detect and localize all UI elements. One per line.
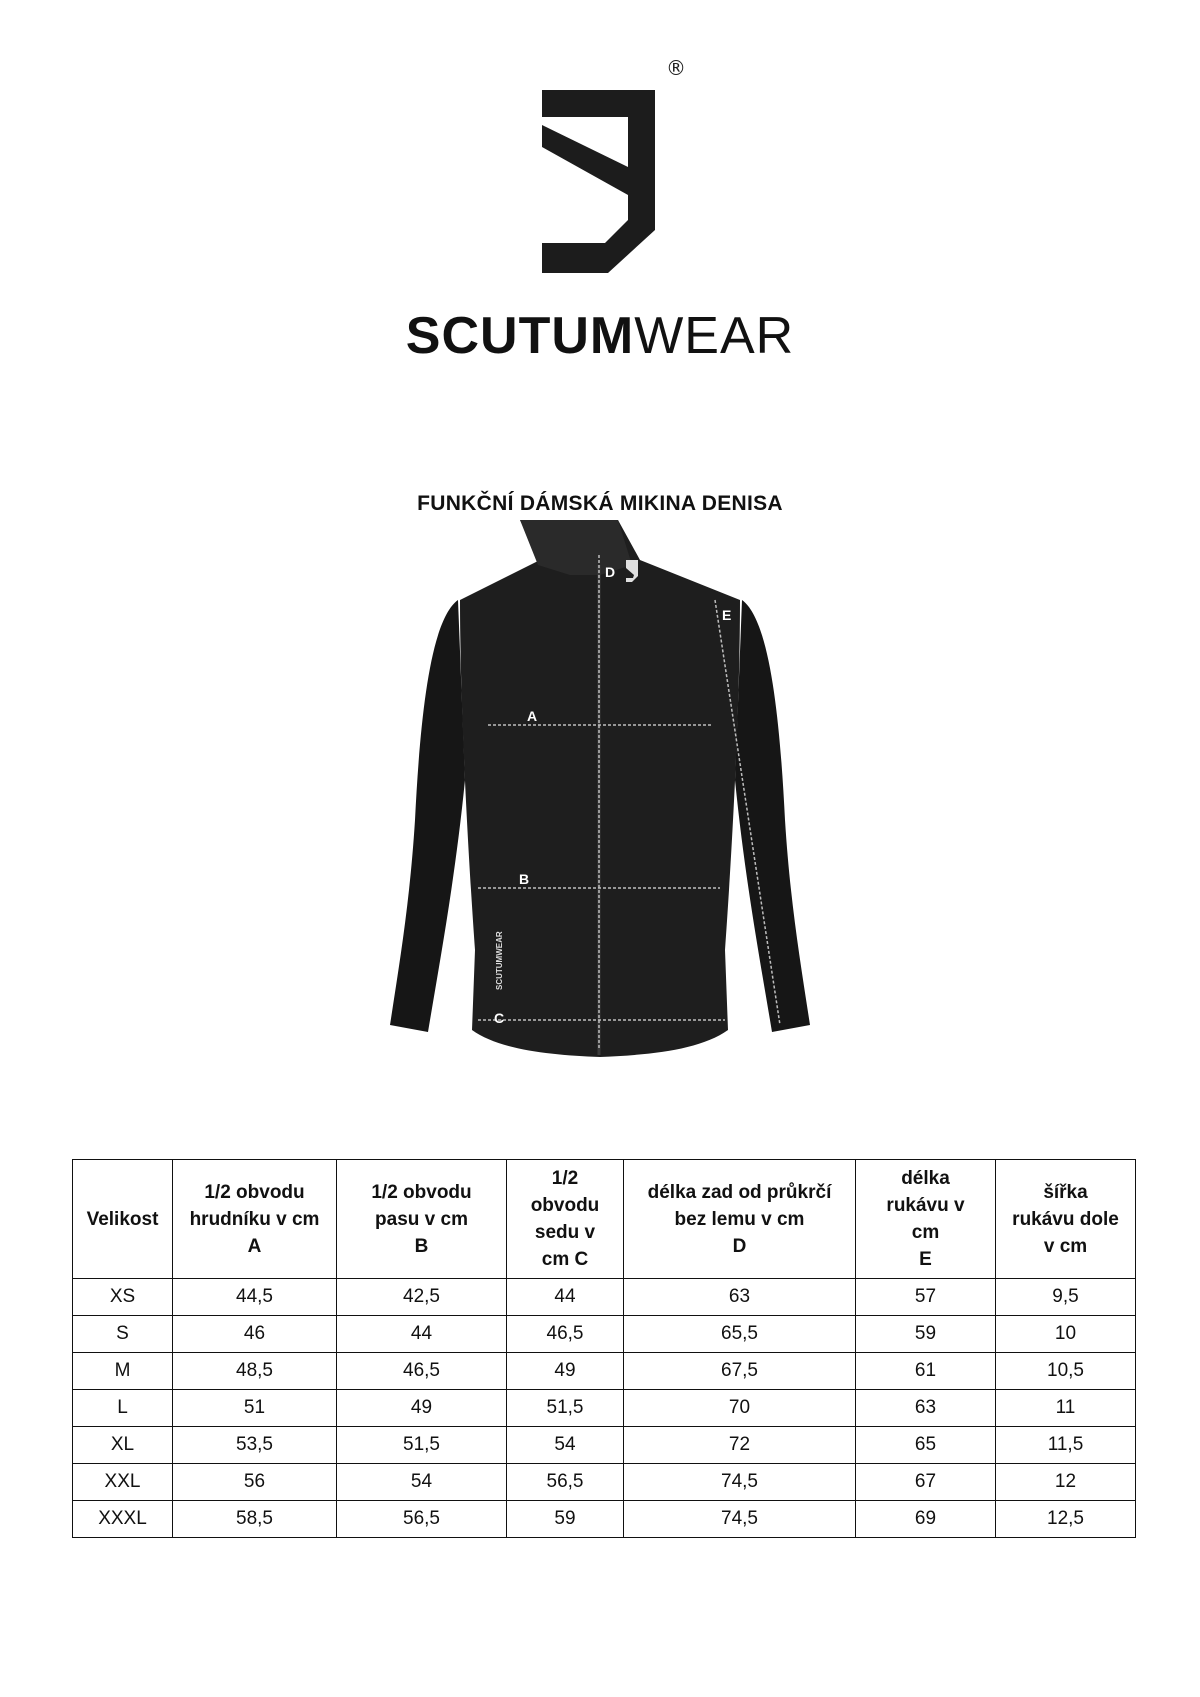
header-hips: 1/2 obvodu sedu v cm C [507,1160,624,1279]
table-cell: XL [73,1427,173,1464]
table-cell: 74,5 [624,1501,856,1538]
table-cell: 49 [337,1390,507,1427]
table-cell: 49 [507,1353,624,1390]
table-cell: 67,5 [624,1353,856,1390]
table-cell: 58,5 [173,1501,337,1538]
brand-name-bold: SCUTUM [405,307,635,365]
table-row [73,1501,1136,1538]
table-cell: 54 [337,1464,507,1501]
size-table [72,1159,1136,1538]
table-cell: XXXL [73,1501,173,1538]
table-cell: 59 [507,1501,624,1538]
table-cell: XXL [73,1464,173,1501]
table-cell: 67 [856,1464,996,1501]
table-cell: 44 [337,1316,507,1353]
table-row [73,1390,1136,1427]
table-cell: 53,5 [173,1427,337,1464]
table-row [73,1279,1136,1316]
table-cell: 9,5 [996,1279,1136,1316]
table-cell: 57 [856,1279,996,1316]
table-cell: L [73,1390,173,1427]
table-cell: 51,5 [507,1390,624,1427]
table-row [73,1353,1136,1390]
table-cell: 74,5 [624,1464,856,1501]
label-c: C [494,1010,505,1026]
table-cell: 69 [856,1501,996,1538]
label-d: D [605,564,616,580]
side-logo-text: SCUTUMWEAR [495,931,504,990]
table-header-row [73,1160,1136,1279]
table-row [73,1316,1136,1353]
left-sleeve [390,600,465,1032]
table-cell: 51,5 [337,1427,507,1464]
label-e: E [722,607,732,623]
table-cell: 11,5 [996,1427,1136,1464]
table-cell: 12,5 [996,1501,1136,1538]
header-size: Velikost [73,1160,173,1279]
header-chest: 1/2 obvodu hrudníku v cm A [173,1160,337,1279]
header-sleeve-width: šířka rukávu dole v cm [996,1160,1136,1279]
table-cell: 61 [856,1353,996,1390]
table-cell: M [73,1353,173,1390]
table-cell: 46,5 [507,1316,624,1353]
label-b: B [519,871,530,887]
table-cell: 46,5 [337,1353,507,1390]
table-cell: 44 [507,1279,624,1316]
header-waist: 1/2 obvodu pasu v cm B [337,1160,507,1279]
table-cell: 56 [173,1464,337,1501]
table-cell: 44,5 [173,1279,337,1316]
table-cell: 10,5 [996,1353,1136,1390]
table-cell: 12 [996,1464,1136,1501]
table-cell: XS [73,1279,173,1316]
brand-logo-mark [520,55,686,275]
table-cell: 56,5 [507,1464,624,1501]
table-cell: 54 [507,1427,624,1464]
table-cell: 63 [856,1390,996,1427]
table-cell: 11 [996,1390,1136,1427]
table-cell: 63 [624,1279,856,1316]
brand-name-light: WEAR [634,307,795,365]
table-cell: 46 [173,1316,337,1353]
table-cell: 42,5 [337,1279,507,1316]
table-row [73,1427,1136,1464]
table-cell: 59 [856,1316,996,1353]
registered-mark: ® [666,56,686,80]
table-cell: 48,5 [173,1353,337,1390]
product-title: FUNKČNÍ DÁMSKÁ MIKINA DENISA [417,492,783,515]
jacket-diagram [370,520,830,1080]
table-cell: S [73,1316,173,1353]
table-cell: 56,5 [337,1501,507,1538]
right-sleeve [735,600,810,1032]
header-back-length: délka zad od průkrčí bez lemu v cm D [624,1160,856,1279]
label-a: A [527,708,538,724]
brand-wordmark [0,307,1200,365]
table-cell: 51 [173,1390,337,1427]
header-sleeve-length: délka rukávu v cm E [856,1160,996,1279]
table-cell: 65 [856,1427,996,1464]
table-row [73,1464,1136,1501]
table-cell: 10 [996,1316,1136,1353]
table-cell: 65,5 [624,1316,856,1353]
table-cell: 70 [624,1390,856,1427]
table-cell: 72 [624,1427,856,1464]
